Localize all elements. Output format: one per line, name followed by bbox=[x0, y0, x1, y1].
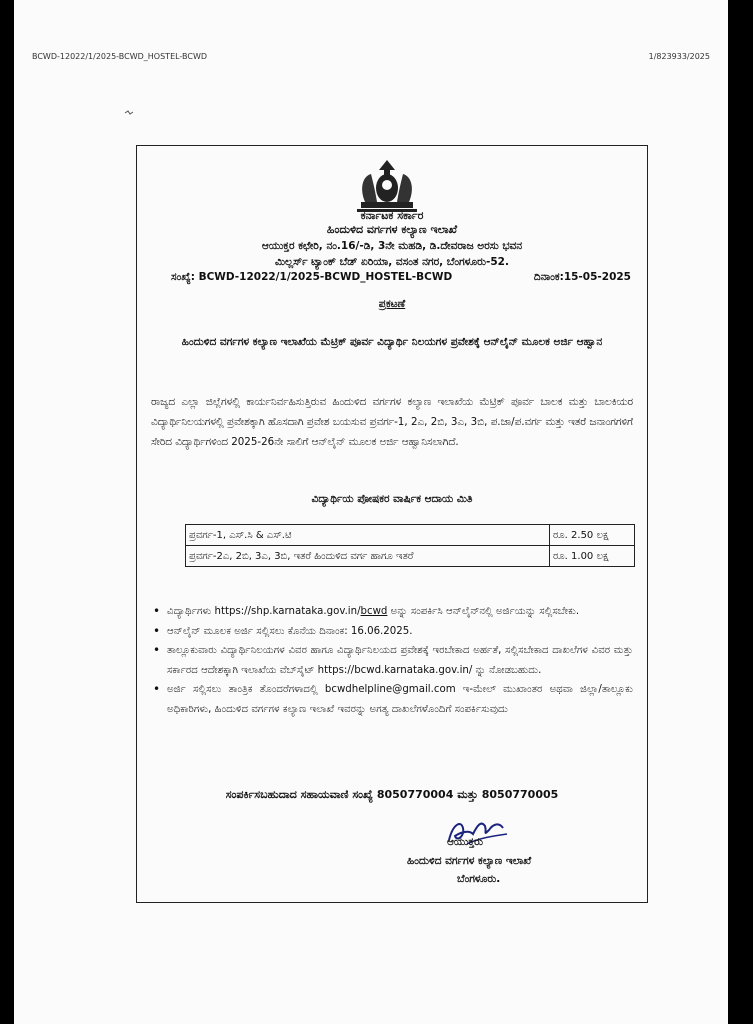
helpline-numbers: ಸಂಪರ್ಕಿಸಬಹುದಾದ ಸಹಾಯವಾಣಿ ಸಂಖ್ಯೆ 8050770004 ಮತ್ತು 8050770005 bbox=[225, 788, 559, 801]
department-name: ಹಿಂದುಳಿದ ವರ್ಗಗಳ ಕಲ್ಯಾಣ ಇಲಾಖೆ bbox=[326, 223, 458, 236]
header-page-ref: 1/823933/2025 bbox=[648, 52, 710, 61]
point-text: ಅನ್ನು ಸಂಪರ್ಕಿಸಿ ಆನ್‌ಲೈನ್‌ನಲ್ಲಿ ಅರ್ಜಿಯನ್ನು ಸಲ್ಲಿಸಬೇಕು. bbox=[387, 606, 580, 617]
income-limit-title: ವಿದ್ಯಾರ್ಥಿಯ ಪೋಷಕರ ವಾರ್ಷಿಕ ಆದಾಯ ಮಿತಿ bbox=[311, 493, 473, 505]
notice-frame bbox=[136, 145, 648, 903]
signatory-place: ಬೆಂಗಳೂರು. bbox=[457, 873, 501, 885]
income-limit-table bbox=[185, 524, 635, 567]
table-row bbox=[186, 525, 635, 546]
reference-line bbox=[171, 271, 631, 284]
office-address-line2: ಮಿಲ್ಲರ್ಸ್ ಟ್ಯಾಂಕ್ ಬೆಡ್ ಏರಿಯಾ, ವಸಂತ ನಗರ, ಬೆಂಗಳೂರು-52. bbox=[275, 256, 509, 268]
signatory-title: ಆಯುಕ್ತರು bbox=[447, 836, 484, 848]
list-item: • ತಾಲ್ಲೂಕುವಾರು ವಿದ್ಯಾರ್ಥಿನಿಲಯಗಳ ವಿವರ ಹಾಗೂ ವಿದ್ಯಾರ್ಥಿನಿಲಯದ ಪ್ರವೇಶಕ್ಕೆ ಇರಬೇಕಾದ ಅರ್ಹತೆ, ಸಲ್ಲಿಸಬೇಕಾದ ದಾಖಲೆಗಳ ವಿವರ ಮತ್ತು ಸರ್ಕಾರದ ಆದೇಶಕ್ಕಾಗಿ ಇಲಾಖೆಯ ವೆಬ್‌ಸೈಟ್ https://bcwd.karnataka.gov.in/ ನ್ನು ನೋಡಬಹುದು. bbox=[167, 641, 633, 680]
header-file-number: BCWD-12022/1/2025-BCWD_HOSTEL-BCWD bbox=[32, 52, 208, 61]
list-item: • ಆನ್‌ಲೈನ್ ಮೂಲಕ ಅರ್ಜಿ ಸಲ್ಲಿಸಲು ಕೊನೆಯ ದಿನಾಂಕ: 16.06.2025. bbox=[167, 622, 633, 642]
reference-date: ದಿನಾಂಕ:15-05-2025 bbox=[533, 271, 631, 283]
notice-title: ಪ್ರಕಟಣೆ bbox=[378, 298, 406, 310]
notice-paragraph: ರಾಜ್ಯದ ಎಲ್ಲಾ ಜಿಲ್ಲೆಗಳಲ್ಲಿ ಕಾರ್ಯನಿರ್ವಹಿಸುತ್ತಿರುವ ಹಿಂದುಳಿದ ವರ್ಗಗಳ ಕಲ್ಯಾಣ ಇಲಾಖೆಯ ಮೆಟ್ರಿಕ್ ಪೂರ್ವ ಬಾಲಕ ಮತ್ತು ಬಾಲಕಿಯರ ವಿದ್ಯಾರ್ಥಿನಿಲಯಗಳಲ್ಲಿ ಪ್ರವೇಶಕ್ಕಾಗಿ ಹೊಸದಾಗಿ ಪ್ರವೇಶ ಬಯಸುವ ಪ್ರವರ್ಗ-1, 2ಎ, 2ಬಿ, 3ಎ, 3ಬಿ, ಪ.ಜಾ/ಪ.ವರ್ಗ ಮತ್ತು ಇತರೆ ಜನಾಂಗಗಳಿಗೆ ಸೇರಿದ ವಿದ್ಯಾರ್ಥಿಗಳಿಂದ 2025-26ನೇ ಸಾಲಿಗೆ ಆನ್‌ಲೈನ್ ಮೂಲಕ ಅರ್ಜಿ ಆಹ್ವಾನಿಸಲಾಗಿದೆ. bbox=[151, 396, 633, 448]
instruction-list bbox=[145, 602, 633, 719]
scan-speck bbox=[124, 110, 134, 116]
category-cell: ಪ್ರವರ್ಗ-2ಎ, 2ಬಿ, 3ಎ, 3ಬಿ, ಇತರೆ ಹಿಂದುಳಿದ ವರ್ಗ ಹಾಗೂ ಇತರೆ bbox=[186, 546, 550, 567]
limit-cell: ರೂ. 2.50 ಲಕ್ಷ bbox=[550, 525, 635, 546]
government-name: ಕರ್ನಾಟಕ ಸರ್ಕಾರ bbox=[360, 209, 424, 222]
signatory-department: ಹಿಂದುಳಿದ ವರ್ಗಗಳ ಕಲ್ಯಾಣ ಇಲಾಖೆ bbox=[407, 855, 532, 867]
karnataka-emblem-icon bbox=[351, 158, 423, 216]
list-item: • ಅರ್ಜಿ ಸಲ್ಲಿಸಲು ತಾಂತ್ರಿಕ ತೊಂದರೆಗಳಾದಲ್ಲಿ bcwdhelpline@gmail.com ಇ-ಮೇಲ್ ಮುಖಾಂತರ ಅಥವಾ ಜಿಲ್ಲಾ/ತಾಲ್ಲೂಕು ಅಧಿಕಾರಿಗಳು, ಹಿಂದುಳಿದ ವರ್ಗಗಳ ಕಲ್ಯಾಣ ಇಲಾಖೆ ಇವರನ್ನು ಅಗತ್ಯ ದಾಖಲೆಗಳೊಂದಿಗೆ ಸಂಪರ್ಕಿಸುವುದು bbox=[167, 680, 633, 719]
limit-cell: ರೂ. 1.00 ಲಕ್ಷ bbox=[550, 546, 635, 567]
apply-link[interactable]: bcwd bbox=[360, 606, 388, 617]
table-row bbox=[186, 546, 635, 567]
office-address-line1: ಆಯುಕ್ತರ ಕಛೇರಿ, ನಂ.16/-ಡಿ, 3ನೇ ಮಹಡಿ, ಡಿ.ದೇವರಾಜ ಅರಸು ಭವನ bbox=[261, 240, 523, 252]
list-item bbox=[167, 602, 633, 622]
category-cell: ಪ್ರವರ್ಗ-1, ಎಸ್.ಸಿ & ಎಸ್.ಟಿ bbox=[186, 525, 550, 546]
document-page bbox=[14, 0, 728, 1024]
point-text: ವಿದ್ಯಾರ್ಥಿಗಳು https://shp.karnataka.gov.in/ bbox=[167, 606, 361, 617]
reference-number: ಸಂಖ್ಯೆ: BCWD-12022/1/2025-BCWD_HOSTEL-BCWD bbox=[171, 271, 453, 283]
notice-subject: ಹಿಂದುಳಿದ ವರ್ಗಗಳ ಕಲ್ಯಾಣ ಇಲಾಖೆಯ ಮೆಟ್ರಿಕ್ ಪೂರ್ವ ವಿದ್ಯಾರ್ಥಿ ನಿಲಯಗಳ ಪ್ರವೇಶಕ್ಕೆ ಆನ್‌ಲೈನ್ ಮೂಲಕ ಅರ್ಜಿ ಆಹ್ವಾನ bbox=[181, 336, 603, 348]
